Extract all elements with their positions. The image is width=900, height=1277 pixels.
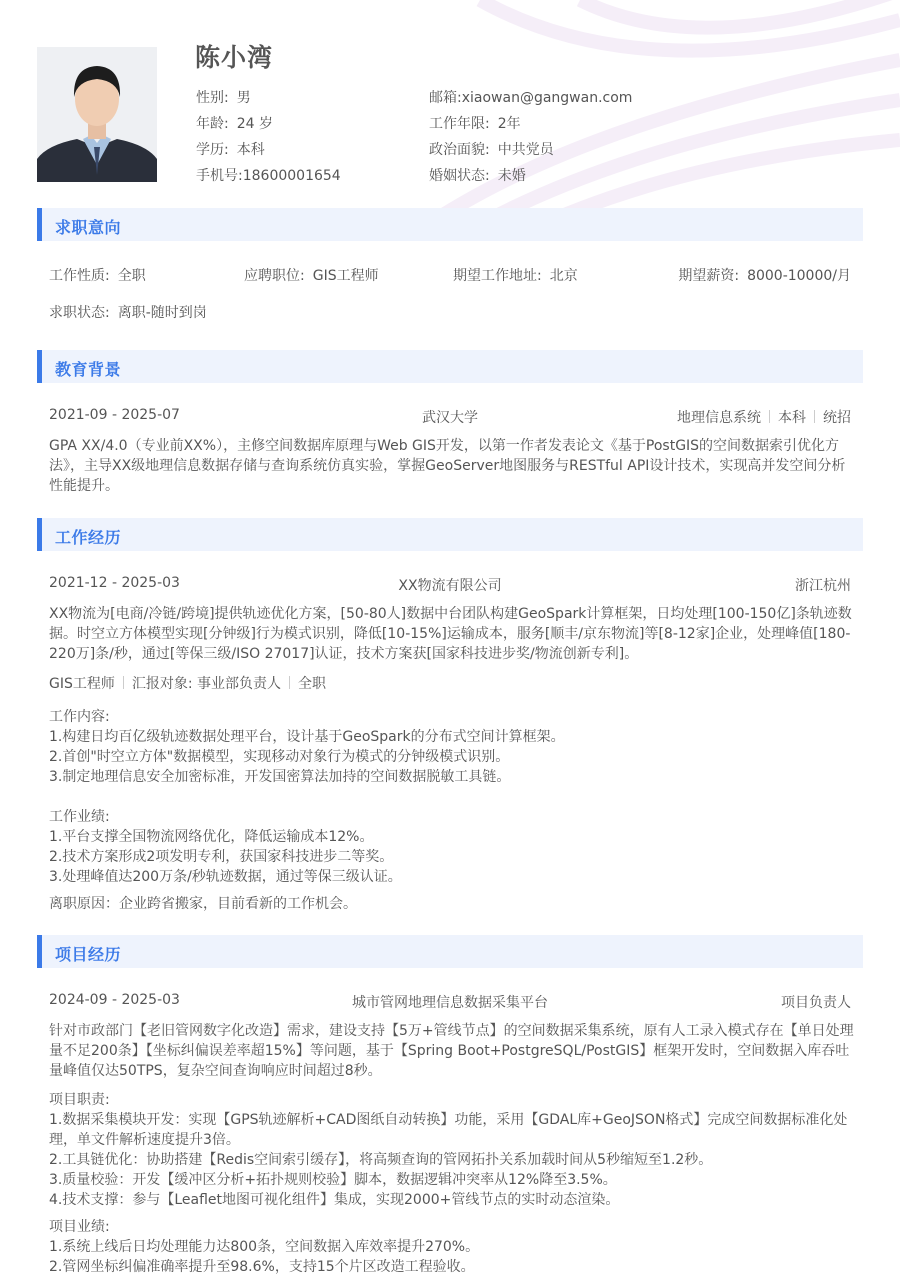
project-result-title: 项目业绩: (49, 1219, 110, 1235)
education-school: 武汉大学 (422, 410, 478, 426)
degree-value: 本科 (236, 142, 265, 158)
work-header-row (49, 575, 851, 594)
section-work (37, 518, 863, 551)
intent-location-value: 北京 (549, 268, 578, 284)
section-accent-bar (37, 935, 42, 968)
section-accent-bar (37, 518, 42, 551)
intent-location-label: 期望工作地址: (453, 268, 542, 284)
education-period: 2021-09 - 2025-07 (49, 407, 180, 423)
marital-label: 婚姻状态: (429, 168, 490, 184)
education-degree: 本科 (778, 410, 806, 426)
politics-value: 中共党员 (497, 142, 554, 158)
work-period: 2021-12 - 2025-03 (49, 575, 180, 591)
intent-salary-label: 期望薪资: (678, 268, 740, 284)
phone-info (196, 165, 341, 185)
education-description: GPA XX/4.0（专业前XX%），主修空间数据库原理与Web GIS开发，以第一作者发表论文《基于PostGIS的空间数据索引优化方法》，主导XX级地理信息数据存储与查询系统仿真实验，掌握GeoServer地图服务与RESTful API设计技术，实现高并发空间分析性能提升。 (49, 438, 846, 494)
list-item: 1.平台支撑全国物流网络优化，降低运输成本12%。 (49, 829, 374, 845)
divider (289, 676, 290, 689)
list-item: 2.管网坐标纠偏准确率提升至98.6%，支持15个片区改造工程验收。 (49, 1259, 475, 1275)
work-achievement-title: 工作业绩: (49, 809, 110, 825)
list-item: 2.技术方案形成2项发明专利，获国家科技进步二等奖。 (49, 849, 394, 865)
list-item: 1.系统上线后日均处理能力达800条，空间数据入库效率提升270%。 (49, 1239, 480, 1255)
section-title: 教育背景 (55, 360, 122, 379)
work-role: GIS工程师 (49, 676, 115, 692)
age-value: 24 岁 (236, 116, 273, 132)
project-period: 2024-09 - 2025-03 (49, 992, 180, 1008)
age-label: 年龄: (196, 116, 229, 132)
work-role-row (49, 673, 851, 693)
email-value: xiaowan@gangwan.com (461, 90, 633, 106)
gender-label: 性别: (196, 90, 229, 106)
list-item: 1.构建日均百亿级轨迹数据处理平台，设计基于GeoSpark的分布式空间计算框架。 (49, 729, 565, 745)
work-city: 浙江杭州 (795, 578, 851, 594)
list-item: 1.数据采集模块开发：实现【GPS轨迹解析+CAD图纸自动转换】功能，采用【GDAL库+GeoJSON格式】完成空间数据标准化处理，单文件解析速度提升3倍。 (49, 1112, 848, 1148)
section-accent-bar (37, 208, 42, 241)
degree-info (196, 139, 265, 159)
intent-status-label: 求职状态: (49, 305, 110, 321)
work-intro: XX物流为[电商/冷链/跨境]提供轨迹优化方案，[50-80人]数据中台团队构建GeoSpark计算框架，日均处理[100-150亿]条轨迹数据。时空立方体模型实现[分钟级]行为模式识别，降低[10-15%]运输成本，服务[顺丰/京东物流]等[8-12家]企业，处理峰值[180-220万]条/秒，通过[等保三级/ISO 27017]认证，技术方案获[国家科技进步奖/物流创新专利]。 (49, 606, 852, 662)
divider (123, 676, 124, 689)
section-accent-bar (37, 350, 42, 383)
intent-position (244, 265, 379, 285)
age-info (196, 113, 273, 133)
education-mode: 统招 (823, 410, 851, 426)
intent-location (453, 265, 578, 285)
gender-info (196, 87, 251, 107)
list-item: 3.处理峰值达200万条/秒轨迹数据，通过等保三级认证。 (49, 869, 402, 885)
politics-info (429, 139, 554, 159)
work-company: XX物流有限公司 (398, 578, 502, 594)
email-label: 邮箱: (429, 90, 462, 106)
person-avatar-icon (37, 47, 157, 182)
email-info (429, 87, 632, 107)
phone-label: 手机号: (196, 168, 243, 184)
intent-salary-value: 8000-10000/月 (747, 268, 851, 284)
education-header-row (49, 407, 851, 426)
section-education (37, 350, 863, 383)
project-name: 城市管网地理信息数据采集平台 (352, 995, 548, 1011)
list-item: 3.质量校验：开发【缓冲区分析+拓扑规则校验】脚本，数据逻辑冲突率从12%降至3.5%。 (49, 1172, 617, 1188)
work-content-block (49, 707, 855, 787)
work-leave-reason: 离职原因：企业跨省搬家，目前看新的工作机会。 (49, 896, 357, 912)
project-intro: 针对市政部门【老旧管网数字化改造】需求，建设支持【5万+管线节点】的空间数据采集系统，原有人工录入模式存在【单日处理量不足200条】【坐标纠偏误差率超15%】等问题，基于【Spring Boot+PostgreSQL/PostGIS】框架开发时，空间数据入库吞吐量峰值仅达50TPS，复杂空间查询响应时间超过8秒。 (49, 1023, 854, 1079)
divider (769, 410, 770, 423)
work-years-label: 工作年限: (429, 116, 490, 132)
list-item: 2.工具链优化：协助搭建【Redis空间索引缓存】，将高频查询的管网拓扑关系加载时间从5秒缩短至1.2秒。 (49, 1152, 713, 1168)
intent-position-label: 应聘职位: (244, 268, 305, 284)
list-item: 3.制定地理信息安全加密标准，开发国密算法加持的空间数据脱敏工具链。 (49, 769, 511, 785)
intent-type (49, 265, 146, 285)
intent-position-value: GIS工程师 (312, 268, 379, 284)
work-report-to: 汇报对象: 事业部负责人 (131, 676, 282, 692)
work-achievement-block (49, 807, 855, 887)
project-header-row (49, 992, 851, 1011)
intent-status-value: 离职-随时到岗 (117, 305, 207, 321)
gender-value: 男 (236, 90, 251, 106)
project-result-block (49, 1217, 855, 1277)
section-project (37, 935, 863, 968)
profile-photo (37, 47, 157, 182)
section-title: 工作经历 (55, 528, 122, 547)
intent-salary (678, 265, 851, 285)
marital-value: 未婚 (497, 168, 526, 184)
marital-info (429, 165, 526, 185)
section-job-intent (37, 208, 863, 241)
education-major: 地理信息系统 (677, 410, 761, 426)
work-years-info (429, 113, 521, 133)
work-content-title: 工作内容: (49, 709, 110, 725)
list-item: 4.技术支撑：参与【Leaflet地图可视化组件】集成，实现2000+管线节点的实时动态渲染。 (49, 1192, 620, 1208)
project-duty-block (49, 1090, 855, 1210)
politics-label: 政治面貌: (429, 142, 490, 158)
section-title: 项目经历 (55, 945, 122, 964)
project-role: 项目负责人 (781, 995, 851, 1011)
candidate-name: 陈小湾 (195, 43, 274, 72)
intent-type-label: 工作性质: (49, 268, 110, 284)
education-meta (677, 407, 851, 427)
list-item: 2.首创"时空立方体"数据模型，实现移动对象行为模式的分钟级模式识别。 (49, 749, 510, 765)
section-title: 求职意向 (55, 218, 122, 237)
project-duty-title: 项目职责: (49, 1092, 110, 1108)
work-job-type: 全职 (298, 676, 327, 692)
intent-type-value: 全职 (117, 268, 146, 284)
divider (814, 410, 815, 423)
phone-value: 18600001654 (242, 168, 341, 184)
degree-label: 学历: (196, 142, 229, 158)
work-years-value: 2年 (497, 116, 521, 132)
intent-status (49, 302, 207, 322)
